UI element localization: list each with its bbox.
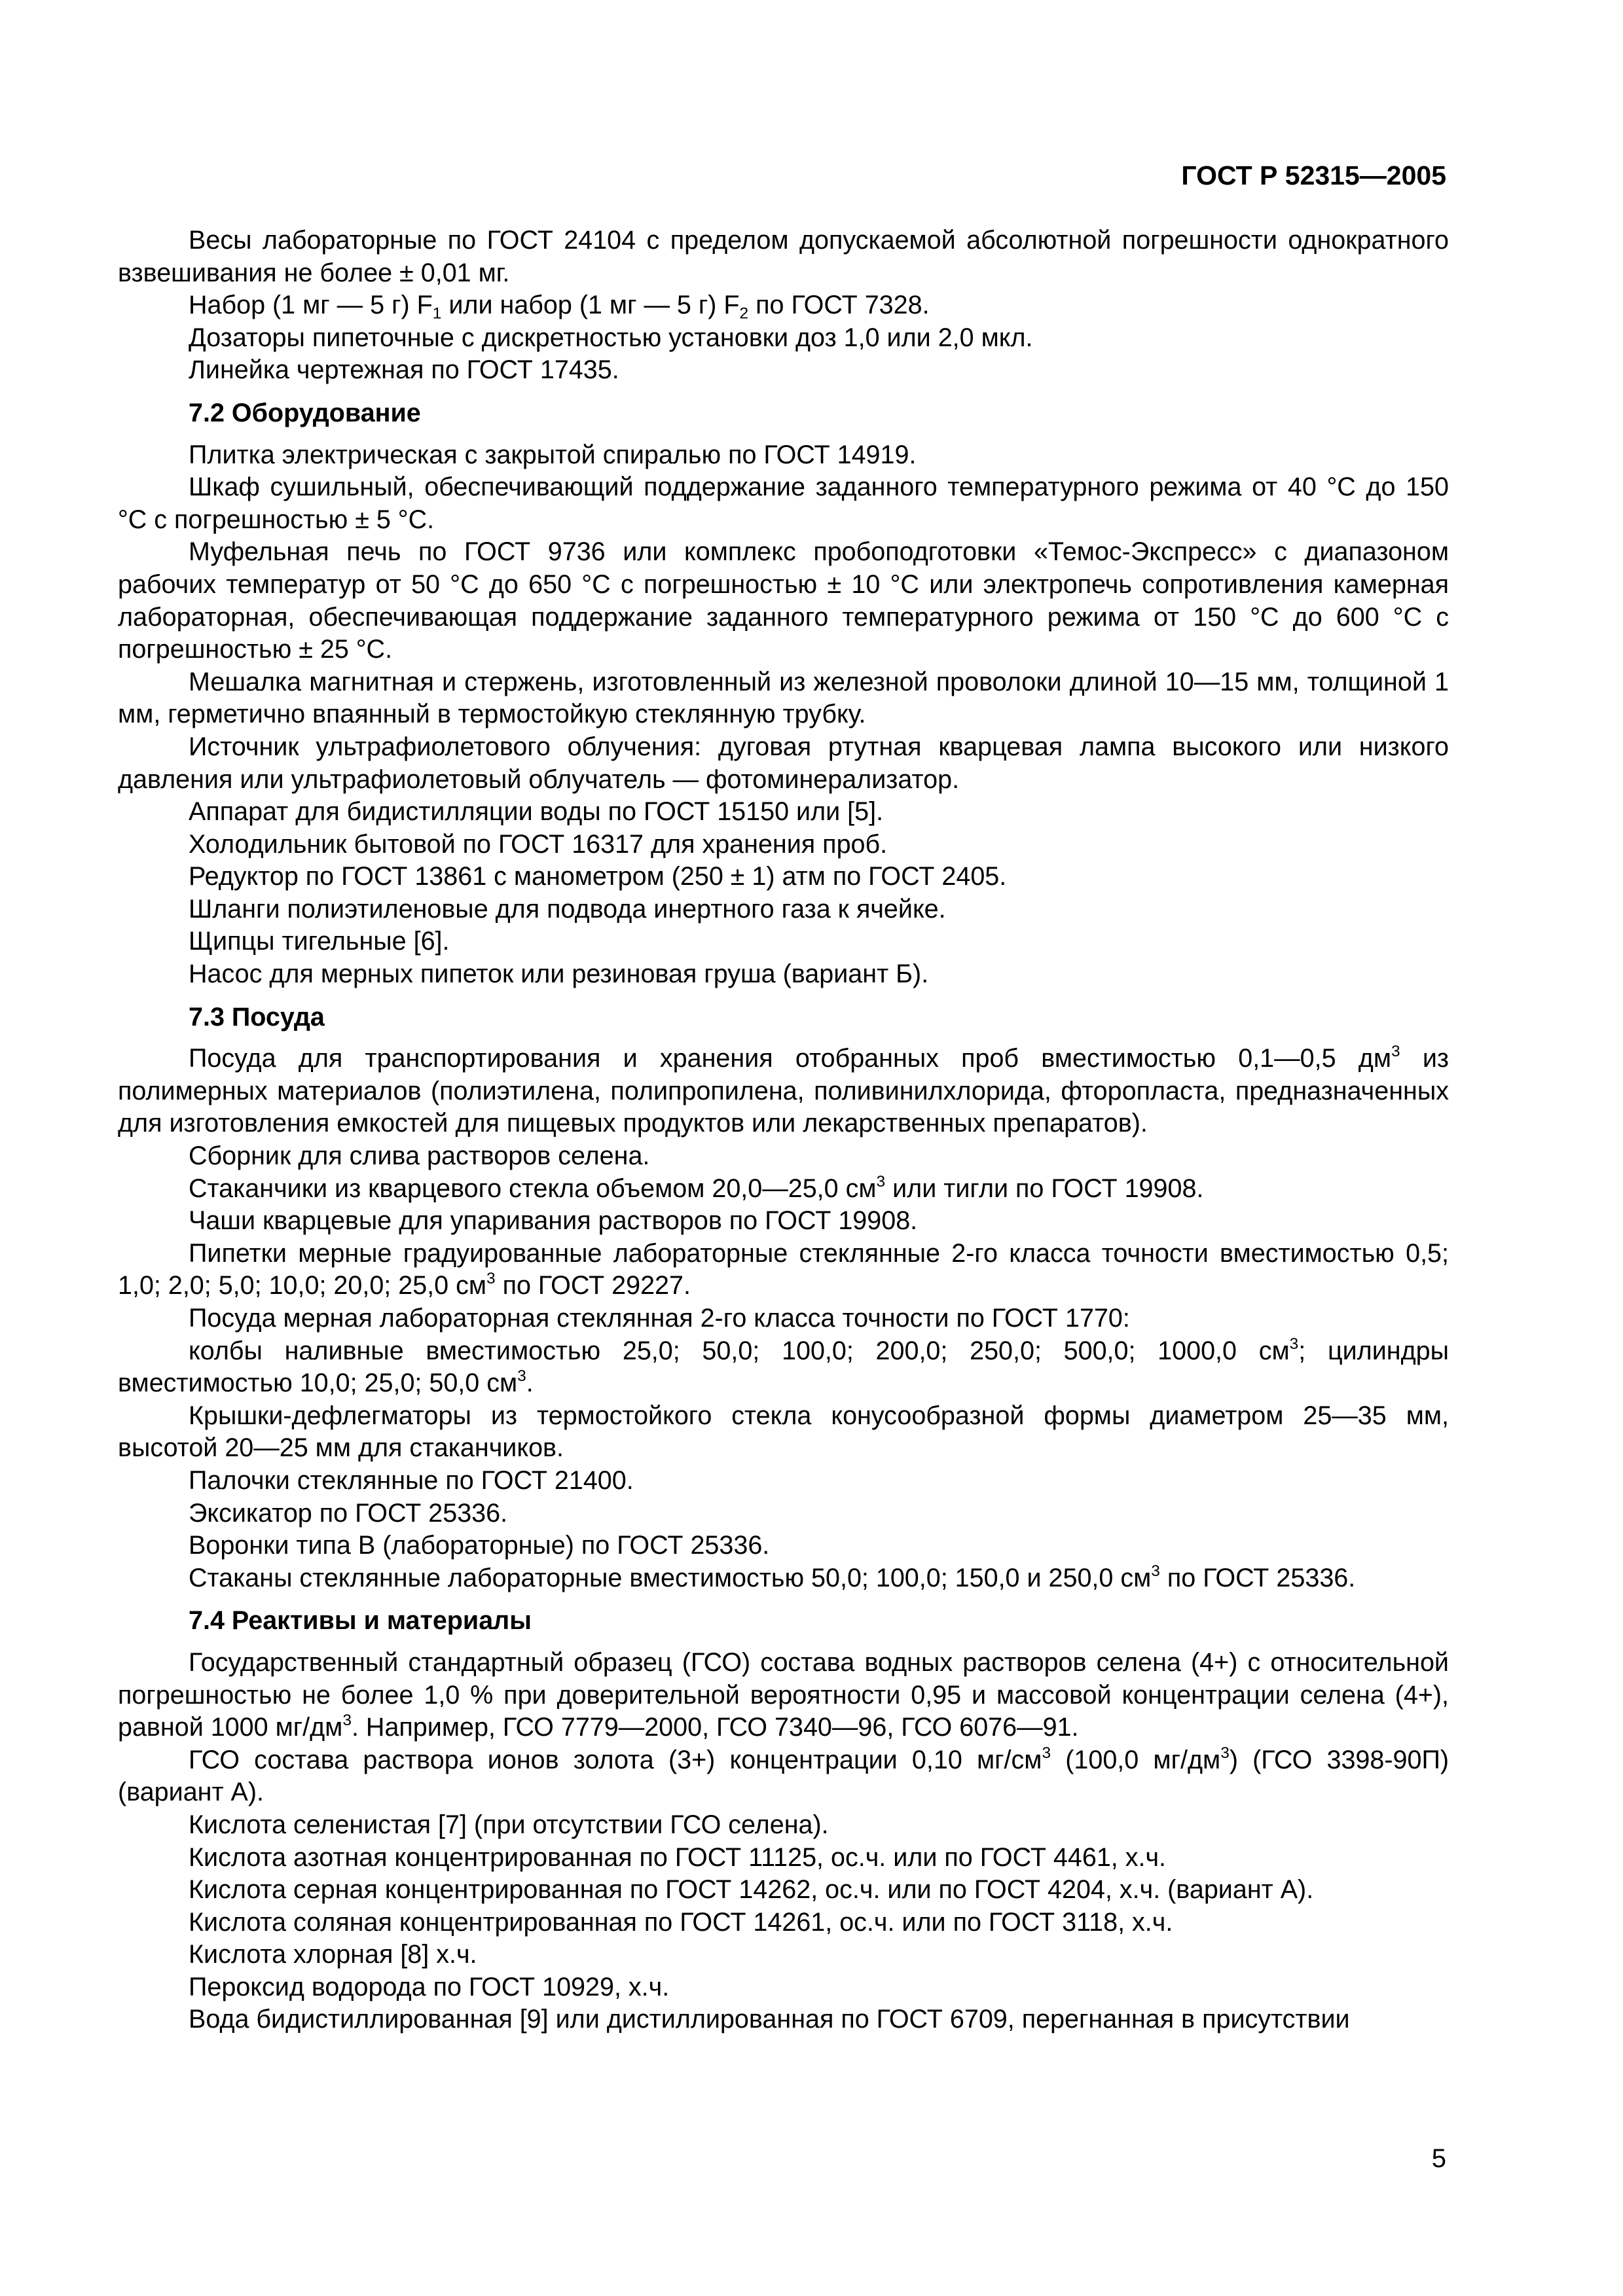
paragraph: Шкаф сушильный, обеспечивающий поддержание заданного температурного режима от 40 °С до 150 °С с погрешностью ± 5 °С. <box>118 473 1449 534</box>
paragraph: Кислота азотная концентрированная по ГОСТ 11125, ос.ч. или по ГОСТ 4461, х.ч. <box>189 1842 1167 1872</box>
paragraph: Стаканы стеклянные лабораторные вместимостью 50,0; 100,0; 150,0 и 250,0 $см^3$ по ГОСТ 25336. <box>189 1562 1356 1592</box>
paragraph: Эксикатор по ГОСТ 25336. <box>189 1498 508 1528</box>
paragraph: Щипцы тигельные [6]. <box>189 927 450 956</box>
paragraph: Холодильник бытовой по ГОСТ 16317 для хранения проб. <box>189 829 888 859</box>
paragraph: Крышки-дефлегматоры из термостойкого стекла конусообразной формы диаметром 25—35 мм, высотой 20—25 мм для стаканчиков. <box>118 1401 1449 1463</box>
paragraph: Аппарат для бидистилляции воды по ГОСТ 15150 или [5]. <box>189 797 884 827</box>
paragraph: Государственный стандартный образец (ГСО) состава водных растворов селена (4+) с относительной погрешностью не более 1,0 % при доверительной вероятности 0,95 и массовой концентрации селена (4+), равной 1000 $мг/дм^3$. Например, ГСО 7779—2000, ГСО 7340—96, ГСО 6076—91. <box>118 1647 1449 1742</box>
paragraph: Пипетки мерные градуированные лабораторные стеклянные 2-го класса точности вместимостью 0,5; 1,0; 2,0; 5,0; 10,0; 20,0; 25,0 $см^3$ по ГОСТ 29227. <box>118 1238 1449 1300</box>
paragraph: Мешалка магнитная и стержень, изготовленный из железной проволоки длиной 10—15 мм, толщиной 1 мм, герметично впаянный в термостойкую стеклянную трубку. <box>118 667 1449 729</box>
paragraph: Палочки стеклянные по ГОСТ 21400. <box>189 1465 634 1495</box>
paragraph: Источник ультрафиолетового облучения: дуговая ртутная кварцевая лампа высокого или низкого давления или ультрафиолетовый облучатель — фотоминерализатор. <box>118 732 1449 794</box>
paragraph: Линейка чертежная по ГОСТ 17435. <box>189 355 619 385</box>
paragraph: Чаши кварцевые для упаривания растворов по ГОСТ 19908. <box>189 1206 918 1236</box>
paragraph: Кислота серная концентрированная по ГОСТ 14262, ос.ч. или по ГОСТ 4204, х.ч. (вариант А). <box>189 1875 1314 1905</box>
section-heading: 7.2 Оборудование <box>189 398 421 427</box>
paragraph: Весы лабораторные по ГОСТ 24104 с пределом допускаемой абсолютной погрешности однократного взвешивания не более ± 0,01 мг. <box>118 226 1449 287</box>
paragraph: Набор (1 мг — 5 г) $F_1$ или набор (1 мг — 5 г) $F_2$ по ГОСТ 7328. <box>189 291 930 323</box>
paragraph: Воронки типа В (лабораторные) по ГОСТ 25336. <box>189 1531 770 1560</box>
paragraph: Кислота соляная концентрированная по ГОСТ 14261, ос.ч. или по ГОСТ 3118, х.ч. <box>189 1907 1173 1937</box>
paragraph: Пероксид водорода по ГОСТ 10929, х.ч. <box>189 1972 670 2001</box>
paragraph: Стаканчики из кварцевого стекла объемом 20,0—25,0 $см^3$ или тигли по ГОСТ 19908. <box>189 1172 1204 1203</box>
paragraph: Дозаторы пипеточные с дискретностью установки доз 1,0 или 2,0 мкл. <box>189 323 1033 352</box>
paragraph: Плитка электрическая с закрытой спиралью по ГОСТ 14919. <box>189 440 917 469</box>
paragraph: ГСО состава раствора ионов золота (3+) концентрации 0,10 $мг/см^3$ (100,0 $мг/дм^3$) (ГСО 3398-90П) (вариант А). <box>118 1744 1449 1807</box>
page-number: 5 <box>1431 2144 1446 2173</box>
paragraph: Шланги полиэтиленовые для подвода инертного газа к ячейке. <box>189 894 946 924</box>
paragraph: Посуда мерная лабораторная стеклянная 2-го класса точности по ГОСТ 1770: <box>189 1304 1130 1333</box>
paragraph: Сборник для слива растворов селена. <box>189 1141 650 1171</box>
paragraph: Кислота хлорная [8] х.ч. <box>189 1940 477 1969</box>
section-heading: 7.4 Реактивы и материалы <box>189 1606 532 1636</box>
page-body <box>118 224 1449 2036</box>
paragraph: Посуда для транспортирования и хранения отобранных проб вместимостью 0,1—0,5 $дм^3$ из полимерных материалов (полиэтилена, полипропилена, поливинилхлорида, фторопласта, предназначенных для изготовления емкостей для пищевых продуктов или лекарственных препаратов). <box>118 1043 1450 1138</box>
section-heading: 7.3 Посуда <box>189 1002 325 1031</box>
paragraph: Кислота селенистая [7] (при отсутствии ГСО селена). <box>189 1810 829 1839</box>
paragraph: колбы наливные вместимостью 25,0; 50,0; 100,0; 200,0; 250,0; 500,0; 1000,0 $см^3$; цилиндры вместимостью 10,0; 25,0; 50,0 $см^3$. <box>118 1335 1449 1398</box>
paragraph: Насос для мерных пипеток или резиновая груша (вариант Б). <box>189 960 929 989</box>
paragraph: Вода бидистиллированная [9] или дистиллированная по ГОСТ 6709, перегнанная в присутствии <box>189 2005 1350 2034</box>
paragraph: Муфельная печь по ГОСТ 9736 или комплекс пробоподготовки «Темос-Экспресс» с диапазоном рабочих температур от 50 °С до 650 °С с погрешностью ± 10 °С или электропечь сопротивления камерная лабораторная, обеспечивающая поддержание заданного температурного режима от 150 °С до 600 °С с погрешностью ± 25 °С. <box>118 537 1449 664</box>
paragraph: Редуктор по ГОСТ 13861 с манометром (250 ± 1) атм по ГОСТ 2405. <box>189 862 1007 891</box>
document-code-header: ГОСТ Р 52315—2005 <box>1181 160 1446 190</box>
